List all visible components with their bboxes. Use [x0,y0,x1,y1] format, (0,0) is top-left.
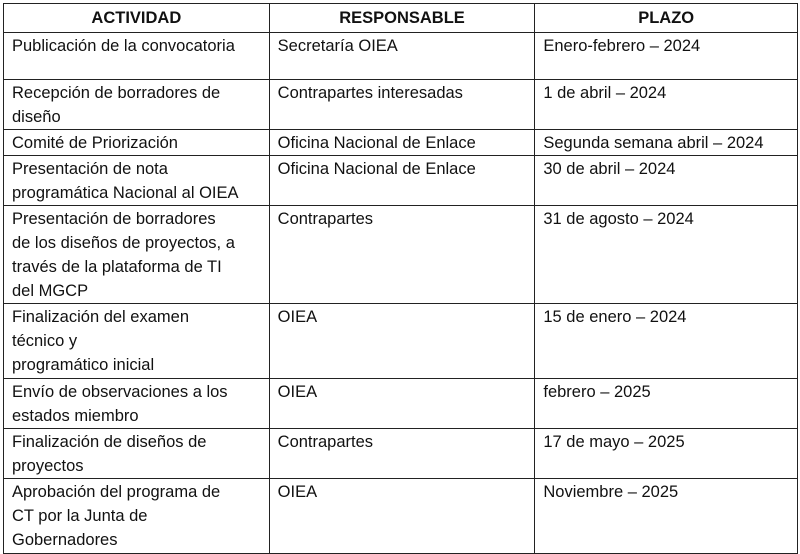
responsable-cell: Contrapartes [269,429,535,479]
table-row [4,304,798,379]
plazo-cell: febrero – 2025 [535,379,798,429]
actividad-cell: Presentación de borradores de los diseños de proyectos, a través de la plataforma de TI del MGCP [4,206,270,304]
header-row [4,4,798,33]
actividad-cell: Comité de Priorización [4,130,270,156]
plazo-cell: 15 de enero – 2024 [535,304,798,379]
header-actividad: ACTIVIDAD [4,4,270,33]
actividad-cell: Presentación de nota programática Nacional al OIEA [4,156,270,206]
table-row [4,33,798,80]
table-row [4,479,798,554]
responsable-cell: Contrapartes interesadas [269,80,535,130]
actividad-cell: Finalización del examen técnico y programático inicial [4,304,270,379]
responsable-cell: OIEA [269,304,535,379]
responsable-cell: Oficina Nacional de Enlace [269,156,535,206]
plazo-cell: 30 de abril – 2024 [535,156,798,206]
actividad-cell: Aprobación del programa de CT por la Junta de Gobernadores [4,479,270,554]
table-row [4,379,798,429]
table-row [4,130,798,156]
table-row [4,156,798,206]
responsable-cell: Oficina Nacional de Enlace [269,130,535,156]
table-row [4,80,798,130]
plazo-cell: 31 de agosto – 2024 [535,206,798,304]
table-row [4,429,798,479]
table-row [4,206,798,304]
responsable-cell: Contrapartes [269,206,535,304]
actividad-cell: Finalización de diseños de proyectos [4,429,270,479]
header-responsable: RESPONSABLE [269,4,535,33]
responsable-cell: Secretaría OIEA [269,33,535,80]
actividad-cell: Publicación de la convocatoria [4,33,270,80]
plazo-cell: Enero-febrero – 2024 [535,33,798,80]
plazo-cell: Segunda semana abril – 2024 [535,130,798,156]
responsable-cell: OIEA [269,479,535,554]
schedule-table [3,3,798,554]
actividad-cell: Recepción de borradores de diseño [4,80,270,130]
plazo-cell: Noviembre – 2025 [535,479,798,554]
responsable-cell: OIEA [269,379,535,429]
actividad-cell: Envío de observaciones a los estados miembro [4,379,270,429]
header-plazo: PLAZO [535,4,798,33]
plazo-cell: 17 de mayo – 2025 [535,429,798,479]
plazo-cell: 1 de abril – 2024 [535,80,798,130]
